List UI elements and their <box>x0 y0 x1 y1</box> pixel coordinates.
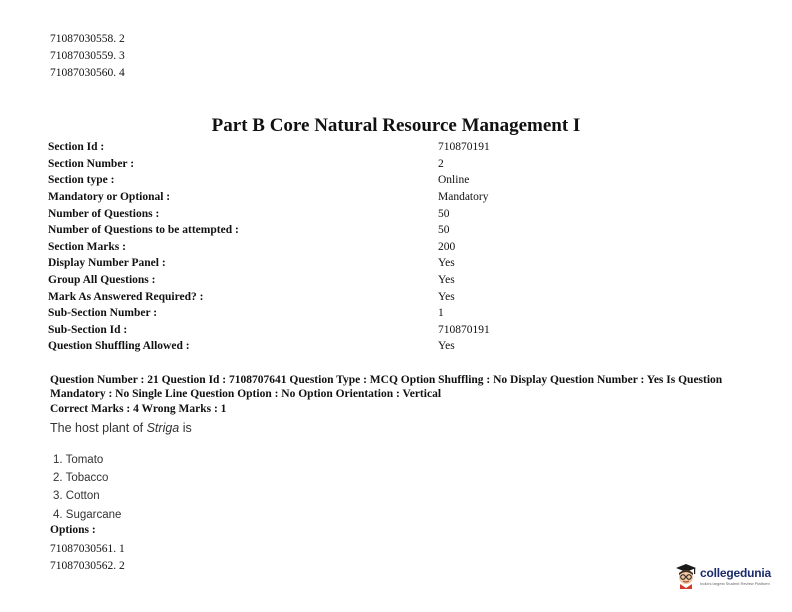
info-label: Section Marks : <box>48 240 126 253</box>
info-value: 200 <box>438 240 456 253</box>
info-label: Mark As Answered Required? : <box>48 290 204 303</box>
option-id-line: 71087030558. 2 <box>50 33 125 45</box>
option-ids-list <box>50 541 125 574</box>
question-meta: Question Number : 21 Question Id : 7108707641 Question Type : MCQ Option Shuffling : No Display Question Number : Yes Is Question Mandatory : No Single Line Question Option : No Option Orientation : Vertical <box>50 374 723 400</box>
info-value: 50 <box>438 207 450 220</box>
info-value: Yes <box>438 340 455 353</box>
info-label: Question Shuffling Allowed : <box>48 340 190 353</box>
question-text <box>50 421 192 435</box>
info-row <box>48 322 568 339</box>
answer-item: 2. Tobacco <box>53 472 109 485</box>
info-value: 1 <box>438 307 444 320</box>
previous-options-list <box>50 31 125 82</box>
info-row <box>48 239 568 256</box>
info-value: 2 <box>438 157 444 170</box>
info-label: Sub-Section Id : <box>48 323 128 336</box>
info-row <box>48 272 568 289</box>
info-value: 710870191 <box>438 141 490 154</box>
info-row <box>48 288 568 305</box>
option-id-line: 71087030561. 1 <box>50 543 125 555</box>
options-label: Options : <box>50 524 96 536</box>
option-id-line: 71087030562. 2 <box>50 559 125 572</box>
info-value: Yes <box>438 274 455 287</box>
info-label: Section Number : <box>48 157 135 170</box>
info-row <box>48 222 568 239</box>
option-id-line: 71087030559. 3 <box>50 50 125 62</box>
info-value: Yes <box>438 257 455 270</box>
answer-list <box>53 451 121 524</box>
info-label: Mandatory or Optional : <box>48 191 171 204</box>
info-value: 710870191 <box>438 323 490 336</box>
logo-tagline: India's largest Student Review Platform <box>700 581 770 586</box>
section-info-table <box>48 139 568 355</box>
graduate-mascot-icon <box>675 563 697 589</box>
question-text-italic: Striga <box>146 421 180 435</box>
logo-name: collegedunia <box>700 566 771 580</box>
collegedunia-logo <box>675 563 771 589</box>
info-row <box>48 156 568 173</box>
info-value: 50 <box>438 224 450 237</box>
info-row <box>48 172 568 189</box>
question-text-suffix: is <box>179 421 192 435</box>
info-row <box>48 338 568 355</box>
question-marks: Correct Marks : 4 Wrong Marks : 1 <box>50 403 227 415</box>
info-row <box>48 189 568 206</box>
answer-item: 3. Cotton <box>53 490 100 503</box>
answer-item: 1. Tomato <box>53 454 104 466</box>
info-label: Group All Questions : <box>48 274 156 287</box>
answer-item: 4. Sugarcane <box>53 508 122 521</box>
info-row <box>48 255 568 272</box>
info-label: Section Id : <box>48 141 105 154</box>
info-value: Online <box>438 174 470 187</box>
info-label: Display Number Panel : <box>48 257 166 270</box>
info-label: Number of Questions : <box>48 207 160 220</box>
info-row <box>48 305 568 322</box>
info-value: Yes <box>438 290 455 303</box>
question-text-prefix: The host plant of <box>50 421 147 435</box>
section-title: Part B Core Natural Resource Management I <box>211 115 581 136</box>
info-label: Number of Questions to be attempted : <box>48 224 239 237</box>
info-value: Mandatory <box>438 191 489 204</box>
info-row <box>48 139 568 156</box>
option-id-line: 71087030560. 4 <box>50 67 125 79</box>
info-label: Section type : <box>48 174 115 187</box>
info-label: Sub-Section Number : <box>48 307 158 320</box>
info-row <box>48 205 568 222</box>
